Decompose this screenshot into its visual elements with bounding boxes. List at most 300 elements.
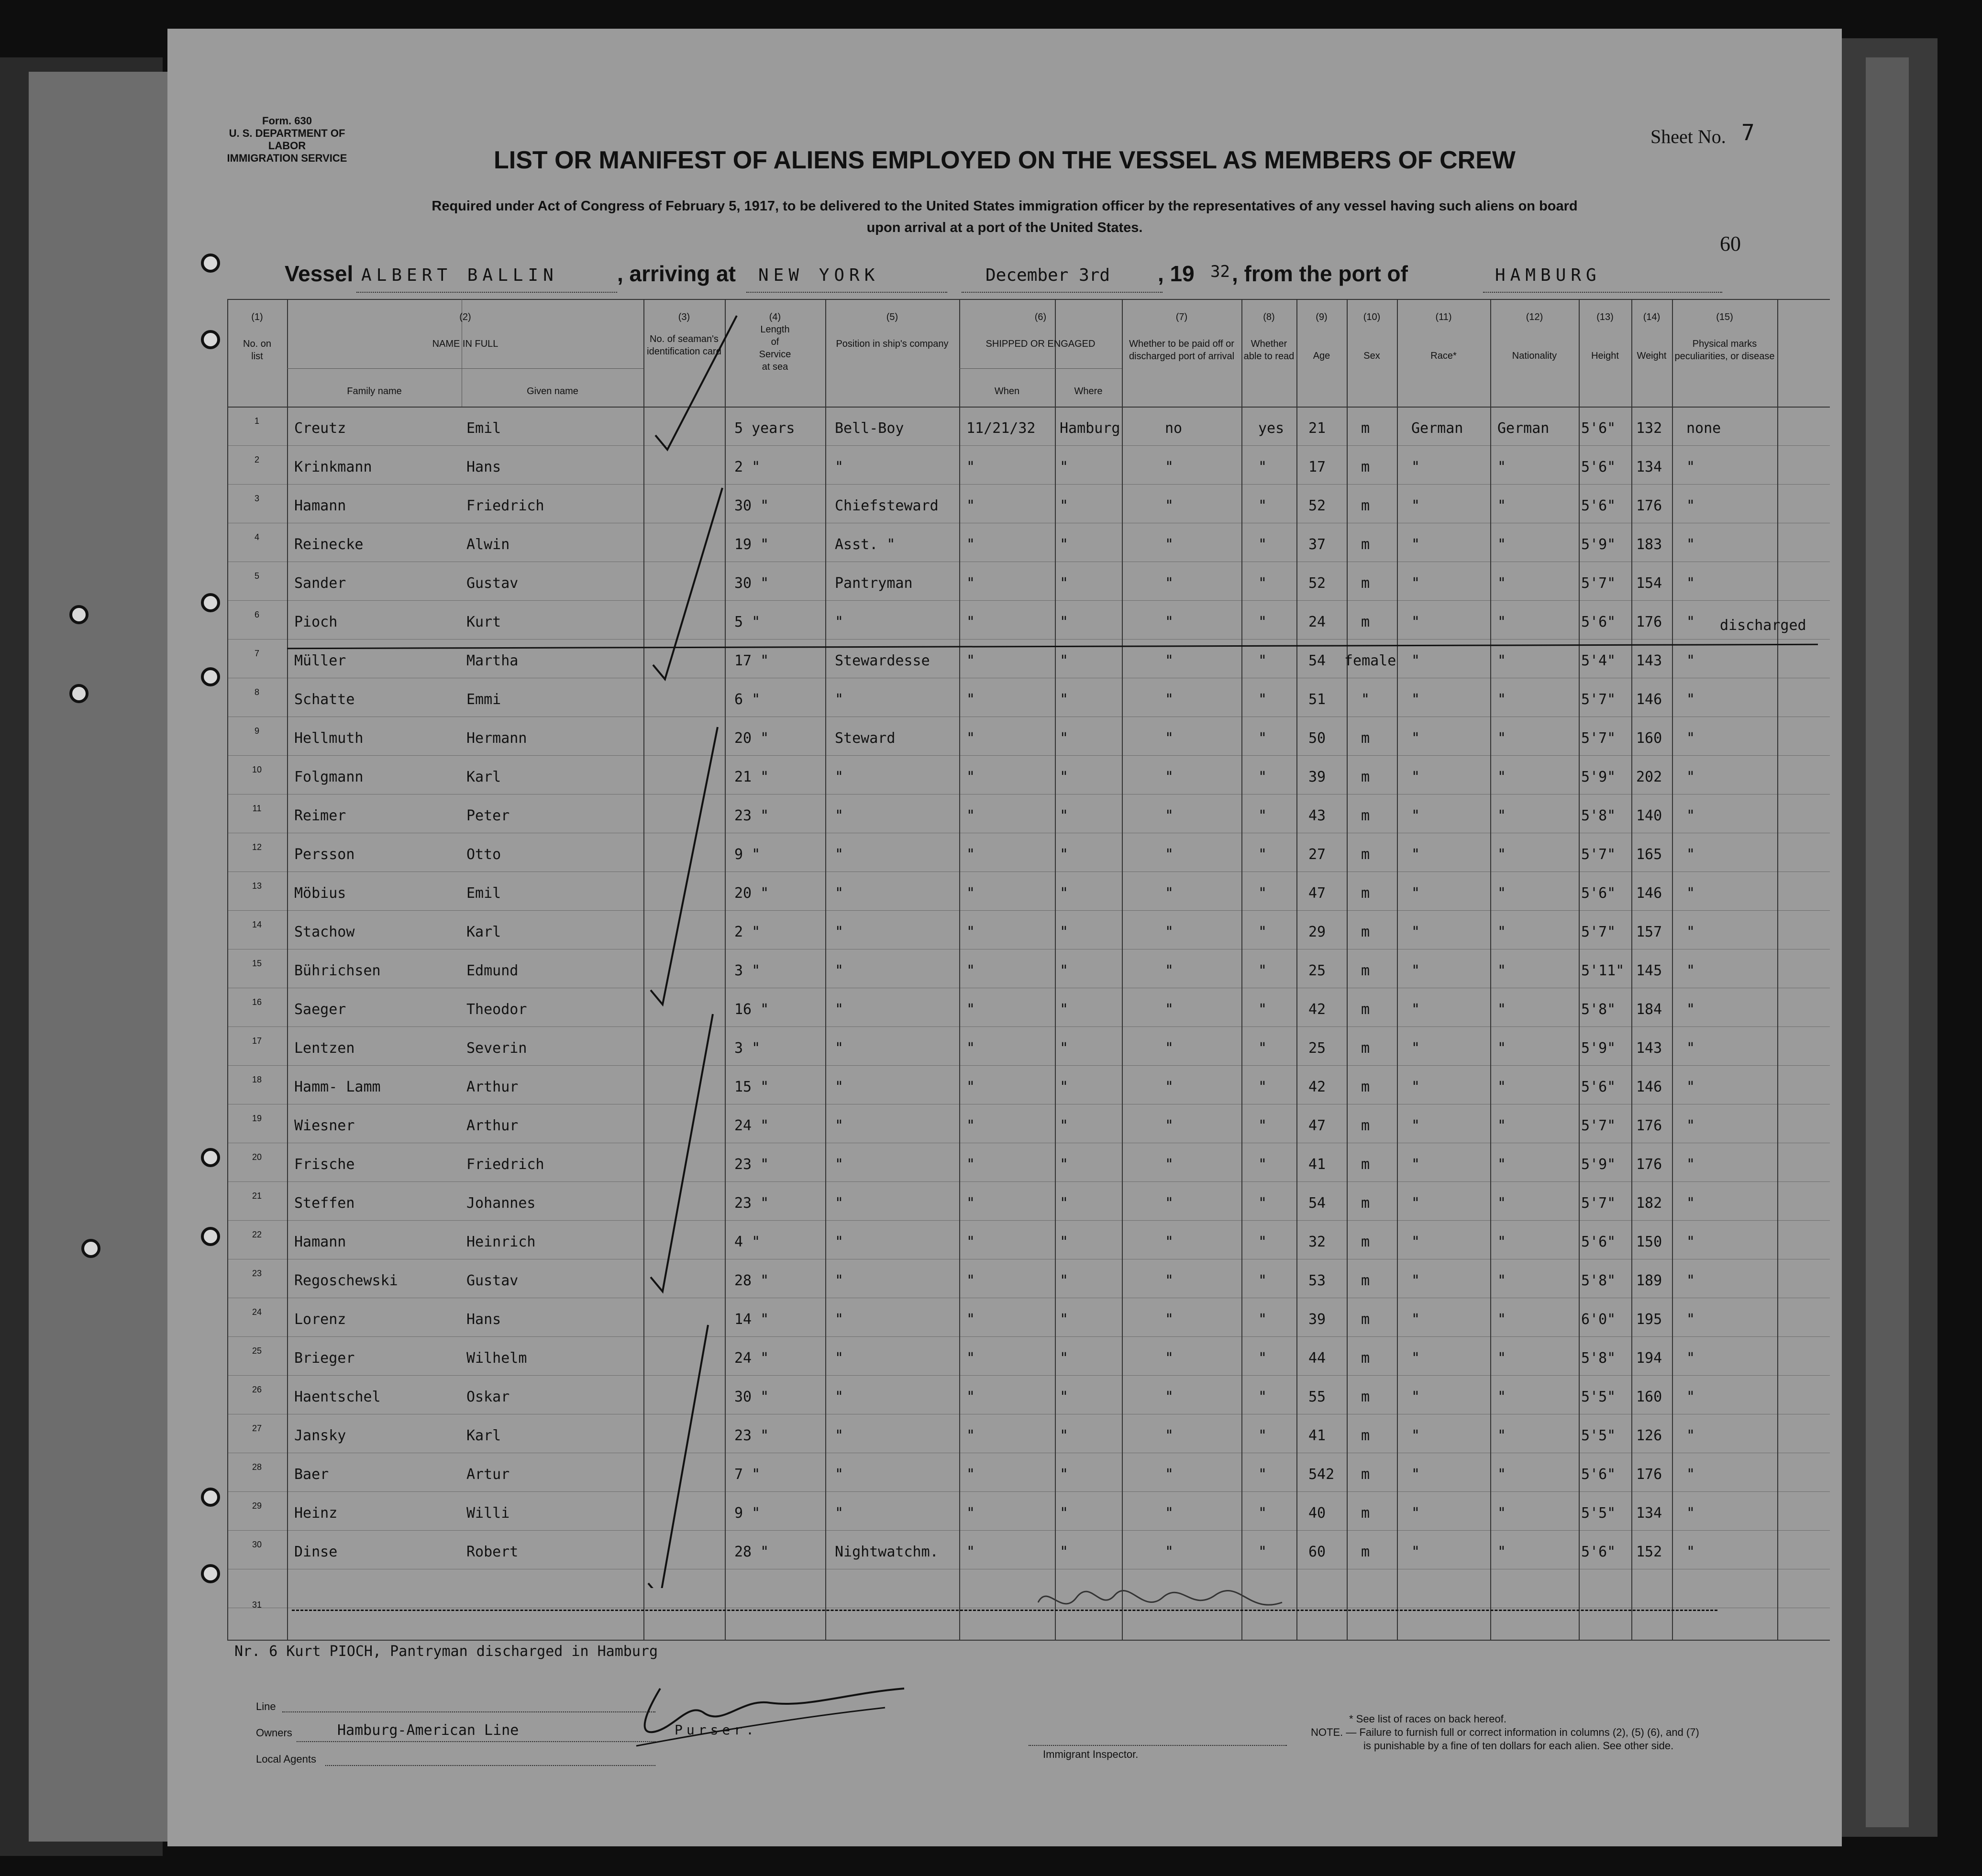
- length-of-service-cell: 23 ": [734, 1156, 769, 1173]
- penalty-note: NOTE. — Failure to furnish full or correct information in columns (2), (5) (6), and (7): [1311, 1726, 1699, 1738]
- physical-marks-cell: ": [1686, 1311, 1695, 1328]
- height-cell: 5'6": [1581, 497, 1616, 514]
- shipped-when-cell: ": [966, 459, 975, 475]
- weight-cell: 176: [1636, 1117, 1662, 1134]
- family-name-cell: Bührichsen: [294, 962, 381, 979]
- paid-off-cell: ": [1165, 1311, 1174, 1328]
- length-of-service-cell: 24 ": [734, 1350, 769, 1367]
- col-header-name: NAME IN FULL: [432, 339, 498, 349]
- position-cell: ": [835, 924, 844, 940]
- height-cell: 5'7": [1581, 1195, 1616, 1212]
- race-cell: ": [1411, 1311, 1420, 1328]
- height-cell: 5'8": [1581, 807, 1616, 824]
- row-divider: [227, 1181, 1830, 1182]
- position-cell: ": [835, 1040, 844, 1057]
- purser-label: Purser.: [675, 1722, 758, 1738]
- nationality-cell: ": [1497, 691, 1506, 708]
- age-cell: 42: [1308, 1079, 1326, 1095]
- physical-marks-cell: ": [1686, 1040, 1695, 1057]
- shipped-where-cell: ": [1060, 1466, 1069, 1483]
- paid-off-cell: ": [1165, 1389, 1174, 1405]
- height-cell: 5'5": [1581, 1389, 1616, 1405]
- able-to-read-cell: ": [1258, 1234, 1267, 1250]
- position-cell: ": [835, 1350, 844, 1367]
- weight-cell: 202: [1636, 769, 1662, 785]
- position-cell: ": [835, 1272, 844, 1289]
- length-of-service-cell: 30 ": [734, 575, 769, 592]
- height-cell: 5'7": [1581, 1117, 1616, 1134]
- col-header-where: Where: [1074, 386, 1103, 397]
- race-cell: ": [1411, 1544, 1420, 1560]
- nationality-cell: ": [1497, 1079, 1506, 1095]
- form-title: LIST OR MANIFEST OF ALIENS EMPLOYED ON THE VESSEL AS MEMBERS OF CREW: [494, 146, 1516, 174]
- family-name-cell: Reinecke: [294, 536, 364, 553]
- table-header-border: [227, 407, 1830, 408]
- weight-cell: 150: [1636, 1234, 1662, 1250]
- position-cell: ": [835, 459, 844, 475]
- shipped-when-cell: ": [966, 1195, 975, 1212]
- given-name-cell: Robert: [466, 1544, 519, 1560]
- form-subtitle-line2: upon arrival at a port of the United States.: [866, 220, 1143, 235]
- weight-cell: 165: [1636, 846, 1662, 863]
- row-number: 3: [254, 494, 259, 503]
- age-cell: 52: [1308, 497, 1326, 514]
- row-number: 30: [252, 1540, 262, 1549]
- vessel-name: ALBERT BALLIN: [361, 265, 558, 285]
- col-header-service: Length of Service at sea: [759, 324, 791, 372]
- shipped-where-cell: ": [1060, 1389, 1069, 1405]
- shipped-where-cell: ": [1060, 1001, 1069, 1018]
- able-to-read-cell: ": [1258, 1466, 1267, 1483]
- given-name-cell: Edmund: [466, 962, 519, 979]
- physical-marks-cell: ": [1686, 1156, 1695, 1173]
- age-cell: 51: [1308, 691, 1326, 708]
- sex-cell: m: [1361, 1234, 1370, 1250]
- row-number: 20: [252, 1152, 262, 1162]
- sex-cell: m: [1361, 1272, 1370, 1289]
- weight-cell: 189: [1636, 1272, 1662, 1289]
- sex-cell: m: [1361, 1427, 1370, 1444]
- race-cell: ": [1411, 1389, 1420, 1405]
- age-cell: 542: [1308, 1466, 1335, 1483]
- row-divider: [227, 1220, 1830, 1221]
- purser-signature: [617, 1674, 923, 1755]
- row-number: 23: [252, 1269, 262, 1278]
- family-name-cell: Baer: [294, 1466, 329, 1483]
- row-number-31: 31: [252, 1600, 262, 1610]
- length-of-service-cell: 2 ": [734, 459, 761, 475]
- age-cell: 25: [1308, 1040, 1326, 1057]
- sex-cell: m: [1361, 614, 1370, 630]
- length-of-service-cell: 6 ": [734, 691, 761, 708]
- shipped-where-cell: ": [1060, 769, 1069, 785]
- length-of-service-cell: 23 ": [734, 1195, 769, 1212]
- shipped-where-cell: ": [1060, 1311, 1069, 1328]
- given-name-cell: Peter: [466, 807, 510, 824]
- family-name-cell: Stachow: [294, 924, 355, 940]
- row31-end-dashes: [292, 1610, 1717, 1611]
- family-name-cell: Möbius: [294, 885, 346, 902]
- family-name-cell: Heinz: [294, 1505, 338, 1522]
- col-line: [1241, 299, 1242, 1640]
- length-of-service-cell: 5 ": [734, 614, 761, 630]
- punch-hole: [201, 1227, 220, 1246]
- position-cell: ": [835, 1466, 844, 1483]
- family-name-cell: Jansky: [294, 1427, 346, 1444]
- paid-off-cell: ": [1165, 924, 1174, 940]
- position-cell: ": [835, 962, 844, 979]
- sex-cell: m: [1361, 1350, 1370, 1367]
- nationality-cell: ": [1497, 924, 1506, 940]
- height-cell: 5'7": [1581, 846, 1616, 863]
- nationality-cell: ": [1497, 1544, 1506, 1560]
- col12-number: (12): [1526, 312, 1543, 322]
- weight-cell: 146: [1636, 691, 1662, 708]
- row-divider: [227, 639, 1830, 640]
- check-mark: [648, 1325, 708, 1588]
- length-of-service-cell: 30 ": [734, 497, 769, 514]
- col-header-age: Age: [1313, 351, 1330, 361]
- family-name-cell: Krinkmann: [294, 459, 372, 475]
- weight-cell: 154: [1636, 575, 1662, 592]
- given-name-cell: Emmi: [466, 691, 501, 708]
- position-cell: ": [835, 1505, 844, 1522]
- position-cell: ": [835, 846, 844, 863]
- row-divider: [227, 1530, 1830, 1531]
- nationality-cell: ": [1497, 652, 1506, 669]
- nationality-cell: ": [1497, 1350, 1506, 1367]
- nationality-cell: ": [1497, 536, 1506, 553]
- form-number: Form. 630: [262, 115, 312, 127]
- race-cell: ": [1411, 1272, 1420, 1289]
- row-number: 24: [252, 1307, 262, 1317]
- physical-marks-cell: ": [1686, 924, 1695, 940]
- shipped-where-cell: ": [1060, 1427, 1069, 1444]
- physical-marks-cell: ": [1686, 614, 1695, 630]
- able-to-read-cell: ": [1258, 924, 1267, 940]
- owners-label: Owners: [256, 1727, 292, 1739]
- height-cell: 5'6": [1581, 614, 1616, 630]
- height-cell: 5'6": [1581, 885, 1616, 902]
- paid-off-cell: ": [1165, 1195, 1174, 1212]
- row-number: 29: [252, 1501, 262, 1511]
- col4-number: (4): [769, 312, 781, 322]
- punch-hole: [201, 667, 220, 686]
- shipped-where-cell: ": [1060, 1079, 1069, 1095]
- name-subheader-line: [287, 368, 643, 369]
- position-cell: ": [835, 1427, 844, 1444]
- owners-value: Hamburg-American Line: [337, 1722, 519, 1739]
- physical-marks-cell: ": [1686, 1544, 1695, 1560]
- family-name-cell: Pioch: [294, 614, 338, 630]
- age-cell: 17: [1308, 459, 1326, 475]
- length-of-service-cell: 2 ": [734, 924, 761, 940]
- paid-off-cell: ": [1165, 1040, 1174, 1057]
- shipped-when-cell: ": [966, 846, 975, 863]
- punch-hole: [201, 1488, 220, 1507]
- weight-cell: 160: [1636, 1389, 1662, 1405]
- given-name-cell: Kurt: [466, 614, 501, 630]
- physical-marks-cell: none: [1686, 420, 1721, 437]
- race-cell: ": [1411, 730, 1420, 747]
- family-name-cell: Frische: [294, 1156, 355, 1173]
- age-cell: 47: [1308, 885, 1326, 902]
- punch-hole: [69, 605, 89, 624]
- length-of-service-cell: 9 ": [734, 846, 761, 863]
- physical-marks-cell: ": [1686, 459, 1695, 475]
- row-number: 26: [252, 1385, 262, 1394]
- nationality-cell: ": [1497, 497, 1506, 514]
- row-divider: [227, 1026, 1830, 1027]
- family-name-cell: Hellmuth: [294, 730, 364, 747]
- col-line: [1490, 299, 1491, 1640]
- shipped-when-cell: ": [966, 1040, 975, 1057]
- race-cell: ": [1411, 1350, 1420, 1367]
- paid-off-cell: ": [1165, 1117, 1174, 1134]
- weight-cell: 132: [1636, 420, 1662, 437]
- age-cell: 50: [1308, 730, 1326, 747]
- height-cell: 5'6": [1581, 1466, 1616, 1483]
- age-cell: 39: [1308, 769, 1326, 785]
- shipped-where-cell: ": [1060, 1544, 1069, 1560]
- weight-cell: 143: [1636, 652, 1662, 669]
- physical-marks-cell: ": [1686, 1117, 1695, 1134]
- immigrant-inspector-label: Immigrant Inspector.: [1043, 1748, 1139, 1760]
- length-of-service-cell: 5 years: [734, 420, 795, 437]
- given-name-cell: Otto: [466, 846, 501, 863]
- col-line: [1777, 299, 1778, 1640]
- row-number: 11: [252, 804, 262, 813]
- family-name-cell: Regoschewski: [294, 1272, 398, 1289]
- nationality-cell: ": [1497, 1427, 1506, 1444]
- position-cell: Asst. ": [835, 536, 896, 553]
- height-cell: 5'6": [1581, 459, 1616, 475]
- binder-underlying-page: [29, 72, 167, 1842]
- age-cell: 27: [1308, 846, 1326, 863]
- given-name-cell: Karl: [466, 769, 501, 785]
- given-name-cell: Artur: [466, 1466, 510, 1483]
- length-of-service-cell: 17 ": [734, 652, 769, 669]
- weight-cell: 176: [1636, 1156, 1662, 1173]
- able-to-read-cell: ": [1258, 1350, 1267, 1367]
- row-divider: [227, 1491, 1830, 1492]
- age-cell: 42: [1308, 1001, 1326, 1018]
- paid-off-cell: ": [1165, 1079, 1174, 1095]
- col-line: [825, 299, 826, 1640]
- race-cell: ": [1411, 1234, 1420, 1250]
- physical-marks-cell: ": [1686, 1389, 1695, 1405]
- able-to-read-cell: ": [1258, 459, 1267, 475]
- age-cell: 47: [1308, 1117, 1326, 1134]
- sheet-number: 7: [1741, 120, 1755, 145]
- position-cell: Pantryman: [835, 575, 913, 592]
- able-to-read-cell: ": [1258, 497, 1267, 514]
- position-cell: ": [835, 1156, 844, 1173]
- given-name-cell: Arthur: [466, 1079, 519, 1095]
- shipped-where-cell: ": [1060, 1156, 1069, 1173]
- family-name-cell: Lorenz: [294, 1311, 346, 1328]
- nationality-cell: ": [1497, 1156, 1506, 1173]
- position-cell: Bell-Boy: [835, 420, 904, 437]
- inspector-underline: [1029, 1745, 1287, 1746]
- row-number: 12: [252, 842, 262, 852]
- position-cell: ": [835, 769, 844, 785]
- shipped-subheader-line: [959, 368, 1122, 369]
- col-line: [1055, 299, 1056, 1640]
- shipped-when-cell: ": [966, 614, 975, 630]
- sheet-label: Sheet No.: [1650, 126, 1726, 147]
- able-to-read-cell: ": [1258, 614, 1267, 630]
- paid-off-cell: ": [1165, 885, 1174, 902]
- able-to-read-cell: ": [1258, 575, 1267, 592]
- height-cell: 5'8": [1581, 1272, 1616, 1289]
- row-number: 15: [252, 959, 262, 968]
- able-to-read-cell: yes: [1258, 420, 1284, 437]
- check-mark: [655, 316, 737, 450]
- length-of-service-cell: 3 ": [734, 962, 761, 979]
- sex-cell: m: [1361, 1195, 1370, 1212]
- shipped-where-cell: ": [1060, 962, 1069, 979]
- sex-cell: m: [1361, 730, 1370, 747]
- family-name-cell: Lentzen: [294, 1040, 355, 1057]
- sex-cell: female: [1344, 652, 1396, 669]
- shipped-when-cell: ": [966, 1389, 975, 1405]
- able-to-read-cell: ": [1258, 1427, 1267, 1444]
- physical-marks-cell: ": [1686, 1272, 1695, 1289]
- given-name-cell: Johannes: [466, 1195, 536, 1212]
- punch-hole: [69, 684, 89, 703]
- paid-off-cell: ": [1165, 614, 1174, 630]
- nationality-cell: ": [1497, 1117, 1506, 1134]
- age-cell: 60: [1308, 1544, 1326, 1560]
- nationality-cell: ": [1497, 962, 1506, 979]
- age-cell: 25: [1308, 962, 1326, 979]
- col-header-position: Position in ship's company: [836, 339, 949, 349]
- able-to-read-cell: ": [1258, 962, 1267, 979]
- sex-cell: m: [1361, 846, 1370, 863]
- given-name-cell: Severin: [466, 1040, 527, 1057]
- weight-cell: 152: [1636, 1544, 1662, 1560]
- shipped-where-cell: ": [1060, 730, 1069, 747]
- position-cell: ": [835, 691, 844, 708]
- race-cell: ": [1411, 807, 1420, 824]
- col-header-sex: Sex: [1363, 351, 1380, 361]
- row-number: 18: [252, 1075, 262, 1084]
- given-name-cell: Willi: [466, 1505, 510, 1522]
- weight-cell: 182: [1636, 1195, 1662, 1212]
- paid-off-cell: ": [1165, 575, 1174, 592]
- form-subtitle-line1: Required under Act of Congress of February 5, 1917, to be delivered to the United States immigration officer by the representatives of any vessel having such aliens on board: [432, 199, 1578, 214]
- physical-marks-cell: ": [1686, 1079, 1695, 1095]
- col-header-shipped: SHIPPED OR ENGAGED: [985, 339, 1096, 349]
- nationality-cell: ": [1497, 769, 1506, 785]
- length-of-service-cell: 9 ": [734, 1505, 761, 1522]
- race-cell: ": [1411, 575, 1420, 592]
- shipped-where-cell: ": [1060, 1040, 1069, 1057]
- height-cell: 5'6": [1581, 1544, 1616, 1560]
- age-cell: 24: [1308, 614, 1326, 630]
- height-cell: 5'9": [1581, 1156, 1616, 1173]
- able-to-read-cell: ": [1258, 1001, 1267, 1018]
- given-name-cell: Wilhelm: [466, 1350, 527, 1367]
- physical-marks-cell: ": [1686, 1234, 1695, 1250]
- sex-cell: m: [1361, 1311, 1370, 1328]
- age-cell: 21: [1308, 420, 1326, 437]
- nationality-cell: ": [1497, 1001, 1506, 1018]
- punch-hole: [201, 254, 220, 273]
- race-cell: ": [1411, 924, 1420, 940]
- paid-off-cell: ": [1165, 459, 1174, 475]
- paid-off-cell: ": [1165, 1466, 1174, 1483]
- shipped-where-cell: ": [1060, 924, 1069, 940]
- able-to-read-cell: ": [1258, 1505, 1267, 1522]
- vessel-underline: [356, 292, 617, 293]
- nationality-cell: ": [1497, 1040, 1506, 1057]
- col-line: [1579, 299, 1580, 1640]
- sex-cell: m: [1361, 536, 1370, 553]
- position-cell: Stewardesse: [835, 652, 930, 669]
- weight-cell: 143: [1636, 1040, 1662, 1057]
- able-to-read-cell: ": [1258, 807, 1267, 824]
- footer-note: [1311, 1712, 1789, 1753]
- row-divider: [227, 1065, 1830, 1066]
- length-of-service-cell: 19 ": [734, 536, 769, 553]
- able-to-read-cell: ": [1258, 536, 1267, 553]
- race-cell: ": [1411, 1505, 1420, 1522]
- family-name-cell: Hamm- Lamm: [294, 1079, 381, 1095]
- departure-port: HAMBURG: [1495, 265, 1601, 285]
- sex-cell: m: [1361, 1505, 1370, 1522]
- owners-underline: [297, 1741, 655, 1742]
- nationality-cell: ": [1497, 885, 1506, 902]
- length-of-service-cell: 20 ": [734, 730, 769, 747]
- row-number: 4: [254, 532, 259, 542]
- nationality-cell: ": [1497, 1195, 1506, 1212]
- sex-cell: m: [1361, 1040, 1370, 1057]
- shipped-where-cell: ": [1060, 536, 1069, 553]
- shipped-when-cell: ": [966, 1272, 975, 1289]
- height-cell: 5'5": [1581, 1427, 1616, 1444]
- row-number: 8: [254, 687, 259, 697]
- physical-marks-cell: ": [1686, 1466, 1695, 1483]
- physical-marks-cell: ": [1686, 1195, 1695, 1212]
- col15-number: (15): [1716, 312, 1733, 322]
- row-number: 10: [252, 765, 262, 774]
- col-line: [1631, 299, 1632, 1640]
- height-cell: 5'6": [1581, 1234, 1616, 1250]
- nationality-cell: ": [1497, 614, 1506, 630]
- nationality-cell: ": [1497, 1234, 1506, 1250]
- length-of-service-cell: 23 ": [734, 807, 769, 824]
- race-cell: ": [1411, 1117, 1420, 1134]
- shipped-when-cell: ": [966, 1544, 975, 1560]
- given-name-cell: Karl: [466, 924, 501, 940]
- sex-cell: m: [1361, 885, 1370, 902]
- family-name-cell: Schatte: [294, 691, 355, 708]
- physical-marks-cell: ": [1686, 575, 1695, 592]
- weight-cell: 126: [1636, 1427, 1662, 1444]
- age-cell: 37: [1308, 536, 1326, 553]
- given-name-cell: Arthur: [466, 1117, 519, 1134]
- family-name-cell: Brieger: [294, 1350, 355, 1367]
- col-header-no: No. on list: [243, 339, 271, 362]
- table-top-border: [227, 299, 1830, 300]
- length-of-service-cell: 3 ": [734, 1040, 761, 1057]
- shipped-where-cell: ": [1060, 614, 1069, 630]
- able-to-read-cell: ": [1258, 652, 1267, 669]
- age-cell: 55: [1308, 1389, 1326, 1405]
- shipped-where-cell: ": [1060, 1350, 1069, 1367]
